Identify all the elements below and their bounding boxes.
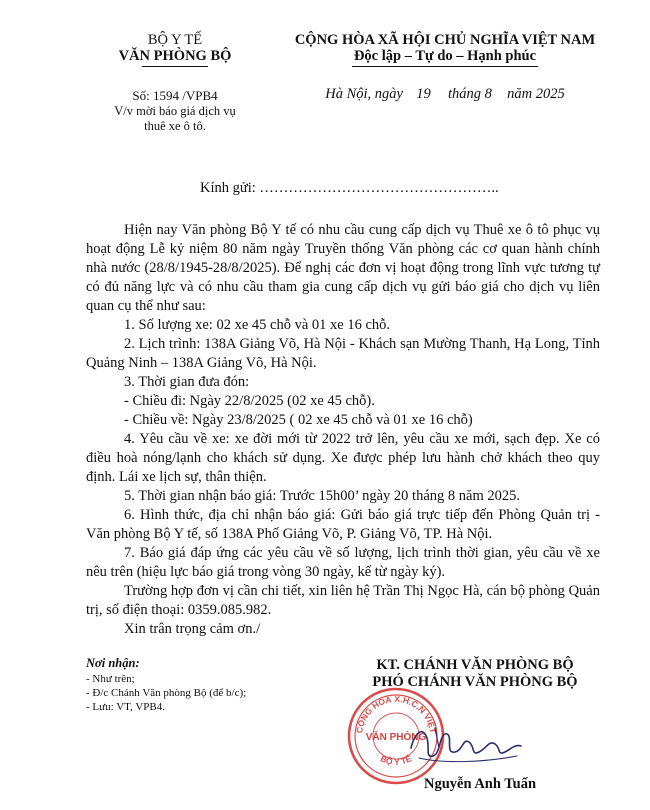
item-3b: - Chiều về: Ngày 23/8/2025 ( 02 xe 45 chỗ và 01 xe 16 chỗ) bbox=[124, 412, 473, 428]
signer-name: Nguyễn Anh Tuấn bbox=[423, 776, 537, 792]
date-day: 19 bbox=[416, 86, 431, 102]
date-place: Hà Nội, ngày bbox=[325, 86, 403, 102]
org-top: BỘ Y TẾ bbox=[147, 32, 203, 48]
recipients-title: Nơi nhận: bbox=[86, 656, 140, 670]
date-month: tháng 8 bbox=[447, 86, 492, 102]
item-2: 2. Lịch trình: 138A Giảng Võ, Hà Nội - Khách sạn Mường Thanh, Hạ Long, Tỉnh Quảng Ninh – 138A Giảng Võ, Hà Nội. bbox=[86, 336, 600, 371]
stamp-text-bottom: BỘ Y TẾ bbox=[378, 753, 414, 767]
item-3a: - Chiều đi: Ngày 22/8/2025 (02 xe 45 chỗ). bbox=[124, 393, 375, 409]
item-6: 6. Hình thức, địa chỉ nhận báo giá: Gửi báo giá trực tiếp đến Phòng Quản trị - Văn phòng Bộ Y tế, số 138A Phố Giảng Võ, P. Giảng Võ, TP. Hà Nội. bbox=[86, 507, 600, 542]
document-subject bbox=[90, 104, 260, 134]
item-1: 1. Số lượng xe: 02 xe 45 chỗ và 01 xe 16 chỗ. bbox=[124, 317, 391, 333]
document-date bbox=[272, 86, 618, 103]
stamp-text-center: VĂN PHÒNG bbox=[365, 732, 427, 743]
recipient-1: - Như trên; bbox=[86, 673, 135, 685]
item-3: 3. Thời gian đưa đón: bbox=[124, 374, 250, 390]
national-motto: Độc lập – Tự do – Hạnh phúc bbox=[353, 48, 537, 64]
subject-line-2: thuê xe ô tô. bbox=[144, 119, 206, 133]
document-number: Số: 1594 /VPB4 bbox=[132, 88, 218, 103]
date-year: năm 2025 bbox=[507, 86, 565, 102]
item-4: 4. Yêu cầu về xe: xe đời mới từ 2022 trở lên, yêu cầu xe mới, sạch đẹp. Xe có điều hoà nóng/lạnh cho khách sử dụng. Xe được phép lưu hành chở khách theo quy định. Lái xe lịch sự, thân thiện. bbox=[86, 431, 600, 485]
handwritten-signature bbox=[405, 718, 525, 770]
national-title: CỘNG HÒA XÃ HỘI CHỦ NGHĨA VIỆT NAM bbox=[294, 32, 596, 48]
recipient-2: - Đ/c Chánh Văn phòng Bộ (để b/c); bbox=[86, 687, 247, 699]
org-underline bbox=[142, 66, 208, 67]
recipient-3: - Lưu: VT, VPB4. bbox=[86, 701, 165, 713]
subject-line-1: V/v mời báo giá dịch vụ bbox=[114, 104, 236, 118]
motto-underline bbox=[352, 66, 538, 67]
signature-title-2: PHÓ CHÁNH VĂN PHÒNG BỘ bbox=[372, 674, 578, 690]
item-7: 7. Báo giá đáp ứng các yêu cầu về số lượng, lịch trình thời gian, yêu cầu về xe nêu trên (hiệu lực báo giá trong vòng 30 ngày, kể từ ngày ký). bbox=[86, 545, 600, 580]
stamp-text-top: CỘNG HOÀ X.H.C.N VIỆT bbox=[354, 693, 438, 734]
intro-paragraph: Hiện nay Văn phòng Bộ Y tế có nhu cầu cung cấp dịch vụ Thuê xe ô tô phục vụ hoạt động Lễ kỷ niệm 80 năm ngày Truyền thống Văn phòng các cơ quan hành chính nhà nước (28/8/1945-28/8/2025). Để nghị các đơn vị hoạt động trong lĩnh vực tương tự có đủ năng lực và có nhu cầu tham gia cung cấp dịch vụ gửi báo giá cho dịch vụ liên quan cụ thể như sau: bbox=[86, 222, 600, 314]
addressee-line: Kính gửi: ………………………………………….. bbox=[200, 180, 499, 196]
contact-paragraph: Trường hợp đơn vị cần chi tiết, xin liên hệ Trần Thị Ngọc Hà, cán bộ phòng Quản trị, số điện thoại: 0359.085.982. bbox=[86, 583, 600, 618]
org-main: VĂN PHÒNG BỘ bbox=[118, 48, 232, 64]
item-5: 5. Thời gian nhận báo giá: Trước 15h00’ ngày 20 tháng 8 năm 2025. bbox=[124, 488, 520, 504]
signature-title-1: KT. CHÁNH VĂN PHÒNG BỘ bbox=[376, 657, 574, 673]
closing-line: Xin trân trọng cảm ơn./ bbox=[124, 621, 261, 637]
